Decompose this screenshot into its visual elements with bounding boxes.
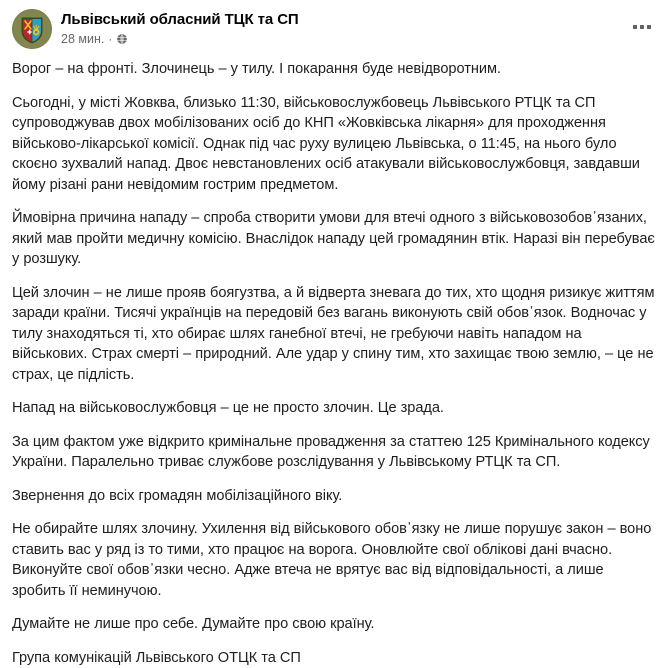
- ellipsis-dot-1: [633, 25, 637, 29]
- post-paragraph: Не обирайте шлях злочину. Ухилення від військового обов᾽язку не лише порушує закон – воно ставить вас у ряд із то тими, хто працює на ворога. Оновлюйте свої облікові дані вчасно. Виконуйте свої обов᾽язки чесно. Адже втеча не врятує вас від відповідальності, а лише зробить її неминучою.: [12, 519, 660, 601]
- page-avatar-coat-of-arms-icon: [12, 9, 52, 49]
- post-options-menu-button[interactable]: [626, 16, 658, 38]
- page-avatar[interactable]: [12, 9, 52, 49]
- post-paragraph: Ймовірна причина нападу – спроба створити умови для втечі одного з військовозобов᾽язаних, який мав пройти медичну комісію. Внаслідок нападу цей громадянин втік. Наразі він перебуває у розшуку.: [12, 208, 660, 270]
- globe-icon[interactable]: [116, 33, 128, 45]
- page-name[interactable]: Львівський обласний ТЦК та СП: [61, 10, 299, 29]
- meta-separator: ·: [108, 31, 112, 47]
- post-paragraph: Група комунікацій Львівського ОТЦК та СП: [12, 648, 660, 668]
- ellipsis-dot-3: [647, 25, 651, 29]
- post-paragraph: Напад на військовослужбовця – це не просто злочин. Це зрада.: [12, 398, 660, 419]
- post-paragraph: Ворог – на фронті. Злочинець – у тилу. І покарання буде невідворотним.: [12, 59, 660, 80]
- ellipsis-dot-2: [640, 25, 644, 29]
- post-paragraph: Звернення до всіх громадян мобілізаційного віку.: [12, 486, 660, 507]
- post-paragraph: Цей злочин – не лише прояв боягузтва, а й відверта зневага до тих, хто щодня ризикує життям заради країни. Тисячі українців на передовій без вагань виконують свій обов᾽язок. Водночас у тилу знаходяться ті, хто обирає шлях ганебної втечі, не гребуючи навіть нападом на військових. Страх смерті – природний. Але удар у спину тим, хто захищає твою землю, – це не страх, це підлість.: [12, 283, 660, 386]
- post-paragraph: Сьогодні, у місті Жовква, близько 11:30, військовослужбовець Львівського РТЦК та СП супроводжував двох мобілізованих осіб до КНП «Жовківська лікарня» для проходження військово-лікарської комісії. Однак під час руху вулицею Львівська, о 11:45, на нього було скоєно зухвалий напад. Двоє невстановлених осіб атакували військовослужбовця, завдавши йому різані рани невідомим гострим предметом.: [12, 93, 660, 196]
- post-header: [0, 0, 672, 53]
- post-timestamp[interactable]: 28 мин.: [61, 31, 104, 47]
- post-paragraph: За цим фактом уже відкрито кримінальне провадження за статтею 125 Кримінального кодексу України. Паралельно триває службове розслідування у Львівському РТЦК та СП.: [12, 432, 660, 473]
- post-header-text: [61, 9, 299, 47]
- post-paragraph: Думайте не лише про себе. Думайте про свою країну.: [12, 614, 660, 635]
- post-body: [0, 53, 672, 668]
- post-meta-row: [61, 31, 299, 47]
